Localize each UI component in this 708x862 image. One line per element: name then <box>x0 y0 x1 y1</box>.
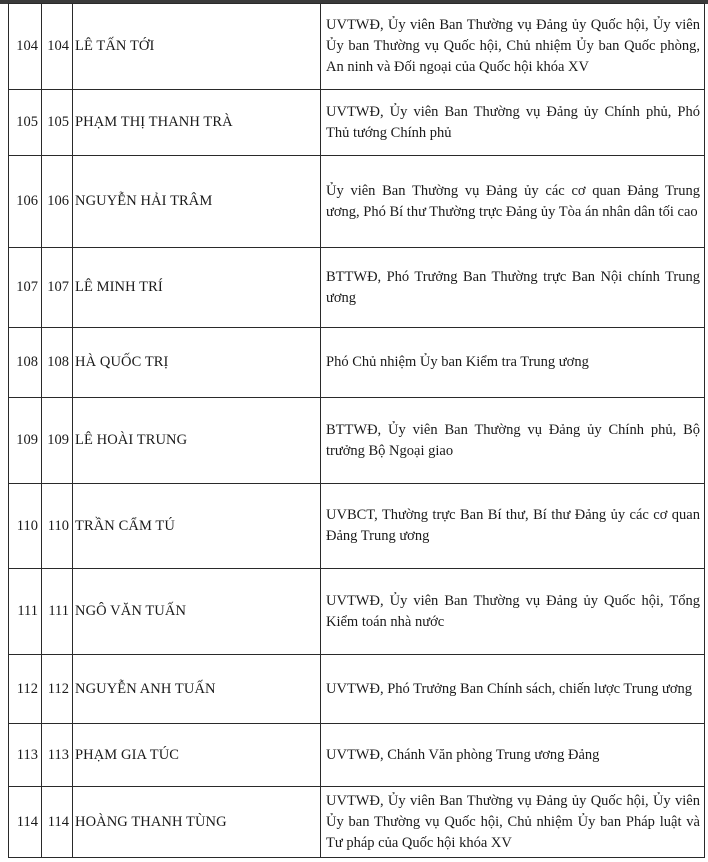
row-index: 109 <box>9 398 42 484</box>
candidate-name: PHẠM THỊ THANH TRÀ <box>73 90 321 156</box>
table-row <box>9 787 705 858</box>
candidate-position: UVTWĐ, Phó Trưởng Ban Chính sách, chiến lược Trung ương <box>321 655 705 724</box>
candidate-name: HOÀNG THANH TÙNG <box>73 787 321 858</box>
row-index: 111 <box>9 569 42 655</box>
candidate-number: 104 <box>42 4 73 90</box>
candidate-number: 114 <box>42 787 73 858</box>
table-row <box>9 484 705 569</box>
candidate-number: 111 <box>42 569 73 655</box>
table-row <box>9 90 705 156</box>
row-index: 104 <box>9 4 42 90</box>
candidate-position: Phó Chủ nhiệm Ủy ban Kiểm tra Trung ương <box>321 328 705 398</box>
candidate-position: UVTWĐ, Ủy viên Ban Thường vụ Đảng ủy Chính phủ, Phó Thủ tướng Chính phủ <box>321 90 705 156</box>
candidate-name: TRẦN CẨM TÚ <box>73 484 321 569</box>
candidate-name: LÊ MINH TRÍ <box>73 248 321 328</box>
candidate-name: HÀ QUỐC TRỊ <box>73 328 321 398</box>
table-row <box>9 4 705 90</box>
row-index: 113 <box>9 724 42 787</box>
row-index: 108 <box>9 328 42 398</box>
row-index: 106 <box>9 156 42 248</box>
candidate-name: NGUYỄN HẢI TRÂM <box>73 156 321 248</box>
candidate-number: 107 <box>42 248 73 328</box>
candidate-number: 108 <box>42 328 73 398</box>
candidate-position: UVTWĐ, Ủy viên Ban Thường vụ Đảng ủy Quốc hội, Tổng Kiểm toán nhà nước <box>321 569 705 655</box>
candidate-position: BTTWĐ, Ủy viên Ban Thường vụ Đảng ủy Chính phủ, Bộ trưởng Bộ Ngoại giao <box>321 398 705 484</box>
table-row <box>9 655 705 724</box>
candidate-number: 109 <box>42 398 73 484</box>
table-row <box>9 724 705 787</box>
candidate-position: UVBCT, Thường trực Ban Bí thư, Bí thư Đảng ủy các cơ quan Đảng Trung ương <box>321 484 705 569</box>
candidate-position: BTTWĐ, Phó Trưởng Ban Thường trực Ban Nội chính Trung ương <box>321 248 705 328</box>
table-row <box>9 328 705 398</box>
candidate-name: NGÔ VĂN TUẤN <box>73 569 321 655</box>
row-index: 107 <box>9 248 42 328</box>
candidate-position: UVTWĐ, Chánh Văn phòng Trung ương Đảng <box>321 724 705 787</box>
row-index: 105 <box>9 90 42 156</box>
table-row <box>9 248 705 328</box>
candidate-name: LÊ TẤN TỚI <box>73 4 321 90</box>
candidate-number: 113 <box>42 724 73 787</box>
table-row <box>9 569 705 655</box>
candidate-position: Ủy viên Ban Thường vụ Đảng ủy các cơ quan Đảng Trung ương, Phó Bí thư Thường trực Đảng ủy Tòa án nhân dân tối cao <box>321 156 705 248</box>
candidate-number: 112 <box>42 655 73 724</box>
row-index: 110 <box>9 484 42 569</box>
candidate-number: 105 <box>42 90 73 156</box>
candidate-position: UVTWĐ, Ủy viên Ban Thường vụ Đảng ủy Quốc hội, Ủy viên Ủy ban Thường vụ Quốc hội, Chủ nhiệm Ủy ban Pháp luật và Tư pháp của Quốc hội khóa XV <box>321 787 705 858</box>
roster-table-body <box>9 4 705 858</box>
candidate-name: LÊ HOÀI TRUNG <box>73 398 321 484</box>
candidate-position: UVTWĐ, Ủy viên Ban Thường vụ Đảng ủy Quốc hội, Ủy viên Ủy ban Thường vụ Quốc hội, Chủ nhiệm Ủy ban Quốc phòng, An ninh và Đối ngoại của Quốc hội khóa XV <box>321 4 705 90</box>
candidate-number: 110 <box>42 484 73 569</box>
row-index: 112 <box>9 655 42 724</box>
candidate-name: PHẠM GIA TÚC <box>73 724 321 787</box>
candidate-number: 106 <box>42 156 73 248</box>
row-index: 114 <box>9 787 42 858</box>
table-row <box>9 156 705 248</box>
candidate-name: NGUYỄN ANH TUẤN <box>73 655 321 724</box>
table-row <box>9 398 705 484</box>
roster-table <box>8 3 705 858</box>
